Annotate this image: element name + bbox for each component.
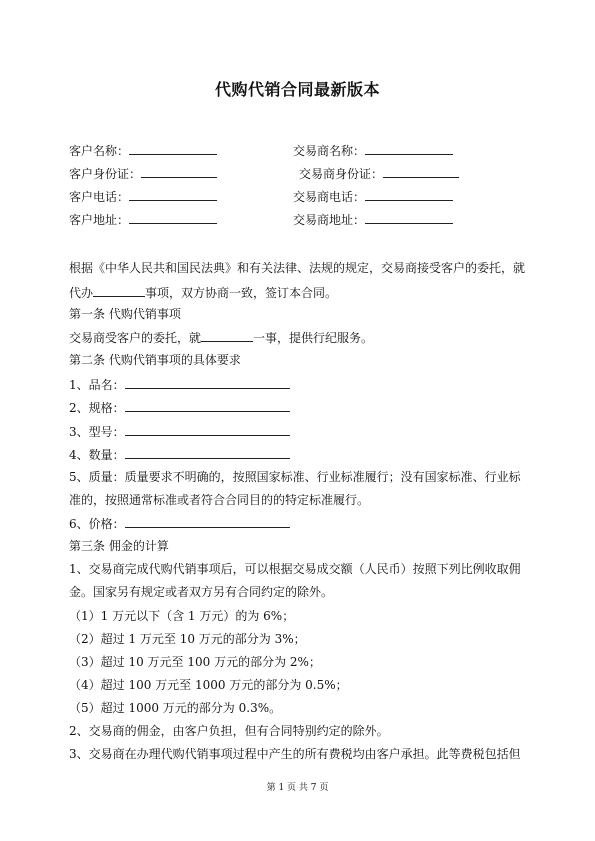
item-name-blank — [125, 377, 290, 389]
item-model-label: 3、型号： — [69, 425, 125, 439]
rate-4: （4）超过 100 万元至 1000 万元的部分为 0.5%； — [69, 678, 348, 692]
trader-name-label: 交易商名称： — [293, 144, 366, 158]
trader-name-blank — [365, 143, 453, 155]
item-model-blank — [125, 424, 290, 436]
rate-3: （3）超过 10 万元至 100 万元的部分为 2%； — [69, 655, 321, 669]
quality-line-2: 准的，按照通常标准或者符合合同目的的特定标准履行。 — [69, 493, 370, 507]
trader-name-field — [293, 143, 453, 158]
item-price-blank — [125, 516, 290, 528]
commission-line-1: 1、交易商完成代购代销事项后，可以根据交易成交额（人民币）按照下列比例收取佣 — [69, 562, 521, 576]
item-spec-blank — [125, 400, 290, 412]
intro-suffix: 事项，双方协商一致，签订本合同。 — [145, 286, 338, 300]
rate-5: （5）超过 1000 万元的部分为 0.3%。 — [69, 701, 282, 715]
item-model-line — [69, 424, 290, 439]
intro-blank — [93, 285, 145, 297]
item-name-line — [69, 377, 290, 392]
article-1-title: 第一条 代购代销事项 — [69, 307, 181, 321]
trader-address-field — [293, 212, 453, 227]
client-name-label: 客户名称： — [69, 144, 130, 158]
rate-2: （2）超过 1 万元至 10 万元的部分为 3%； — [69, 632, 306, 646]
trader-address-blank — [365, 212, 453, 224]
item-price-line — [69, 516, 290, 531]
intro-line-2 — [69, 285, 337, 300]
client-address-blank — [129, 212, 217, 224]
client-id-field — [69, 166, 217, 181]
item-spec-label: 2、规格： — [69, 401, 125, 415]
item-qty-label: 4、数量： — [69, 448, 125, 462]
client-address-field — [69, 212, 217, 227]
trader-address-label: 交易商地址： — [293, 213, 366, 227]
article-1-text — [69, 330, 373, 345]
clause-2: 2、交易商的佣金，由客户负担，但有合同特别约定的除外。 — [69, 724, 389, 738]
client-name-field — [69, 143, 217, 158]
item-name-label: 1、品名： — [69, 378, 125, 392]
trader-phone-blank — [365, 189, 453, 201]
article-1-suffix: 一事，提供行纪服务。 — [253, 331, 374, 345]
client-phone-blank — [129, 189, 217, 201]
intro-line-1: 根据《中华人民共和国民法典》和有关法律、法规的规定，交易商接受客户的委托，就 — [69, 261, 526, 275]
page-footer: 第 1 页 共 7 页 — [266, 783, 329, 793]
clause-3: 3、交易商在办理代购代销事项过程中产生的所有费税均由客户承担。此等费税包括但 — [69, 747, 521, 761]
article-3-title: 第三条 佣金的计算 — [69, 539, 169, 553]
client-name-blank — [129, 143, 217, 155]
client-id-label: 客户身份证： — [69, 167, 142, 181]
trader-id-field — [299, 166, 459, 181]
item-spec-line — [69, 400, 290, 415]
client-id-blank — [141, 166, 217, 178]
commission-line-2: 金。国家另有规定或者双方另有合同约定的除外。 — [69, 585, 334, 599]
document-title: 代购代销合同最新版本 — [214, 80, 380, 99]
client-phone-field — [69, 189, 217, 204]
article-1-blank — [201, 330, 253, 342]
article-2-title: 第二条 代购代销事项的具体要求 — [69, 353, 241, 367]
trader-phone-label: 交易商电话： — [293, 190, 366, 204]
item-qty-blank — [125, 447, 290, 459]
rate-1: （1）1 万元以下（含 1 万元）的为 6%； — [69, 609, 295, 623]
client-address-label: 客户地址： — [69, 213, 130, 227]
client-phone-label: 客户电话： — [69, 190, 130, 204]
item-qty-line — [69, 447, 290, 462]
item-price-label: 6、价格： — [69, 517, 125, 531]
quality-line-1: 5、质量：质量要求不明确的，按照国家标准、行业标准履行；没有国家标准、行业标 — [69, 470, 521, 484]
trader-id-blank — [383, 166, 459, 178]
trader-phone-field — [293, 189, 453, 204]
intro-prefix: 代办 — [69, 286, 94, 300]
article-1-prefix: 交易商受客户的委托，就 — [69, 331, 202, 345]
trader-id-label: 交易商身份证： — [299, 167, 384, 181]
